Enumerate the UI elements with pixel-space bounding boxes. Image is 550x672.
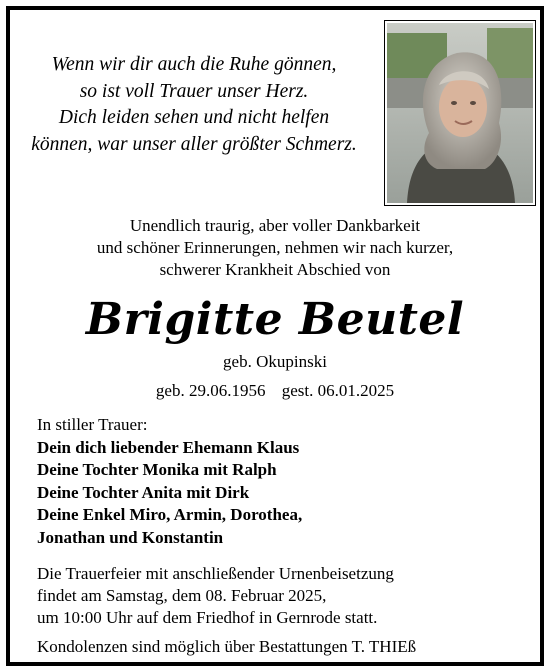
funeral-line: Die Trauerfeier mit anschließender Urnenbeisetzung bbox=[37, 564, 394, 583]
intro-line: Unendlich traurig, aber voller Dankbarkeit bbox=[129, 216, 421, 235]
deceased-name: Brigitte Beutel bbox=[85, 294, 465, 345]
maiden-name: geb. Okupinski bbox=[223, 352, 327, 371]
poem-line: Wenn wir dir auch die Ruhe gönnen, bbox=[51, 54, 337, 75]
mourners-list bbox=[37, 414, 517, 549]
life-dates bbox=[10, 380, 540, 402]
poem-line: können, war unser aller größter Schmerz. bbox=[31, 133, 357, 155]
mourner-line: Jonathan und Konstantin bbox=[37, 527, 224, 547]
intro-line: schwerer Krankheit Abschied von bbox=[159, 260, 391, 279]
intro-text bbox=[10, 215, 540, 281]
birth-date: geb. 29.06.1956 bbox=[155, 381, 266, 400]
poem-line: so ist voll Trauer unser Herz. bbox=[79, 80, 309, 102]
mourner-line: Deine Tochter Monika mit Ralph bbox=[37, 460, 277, 479]
portrait-image bbox=[387, 23, 533, 203]
mourner-line: Deine Tochter Anita mit Dirk bbox=[37, 482, 250, 502]
death-date: gest. 06.01.2025 bbox=[281, 381, 395, 400]
portrait-photo bbox=[384, 20, 536, 206]
funeral-details bbox=[37, 563, 517, 629]
intro-line: und schöner Erinnerungen, nehmen wir nach kurzer, bbox=[96, 238, 454, 257]
poem bbox=[14, 52, 374, 158]
mourner-line: Dein dich liebender Ehemann Klaus bbox=[37, 437, 300, 457]
poem-line: Dich leiden sehen und nicht helfen bbox=[58, 107, 330, 128]
obituary-frame bbox=[6, 6, 544, 666]
mourners-heading: In stiller Trauer: bbox=[37, 415, 148, 434]
condolences-note: Kondolenzen sind möglich über Bestattungen T. THIEß bbox=[37, 637, 417, 656]
funeral-line: um 10:00 Uhr auf dem Friedhof in Gernrode statt. bbox=[37, 608, 378, 627]
mourner-line: Deine Enkel Miro, Armin, Dorothea, bbox=[37, 505, 303, 524]
funeral-line: findet am Samstag, dem 08. Februar 2025, bbox=[37, 586, 327, 605]
